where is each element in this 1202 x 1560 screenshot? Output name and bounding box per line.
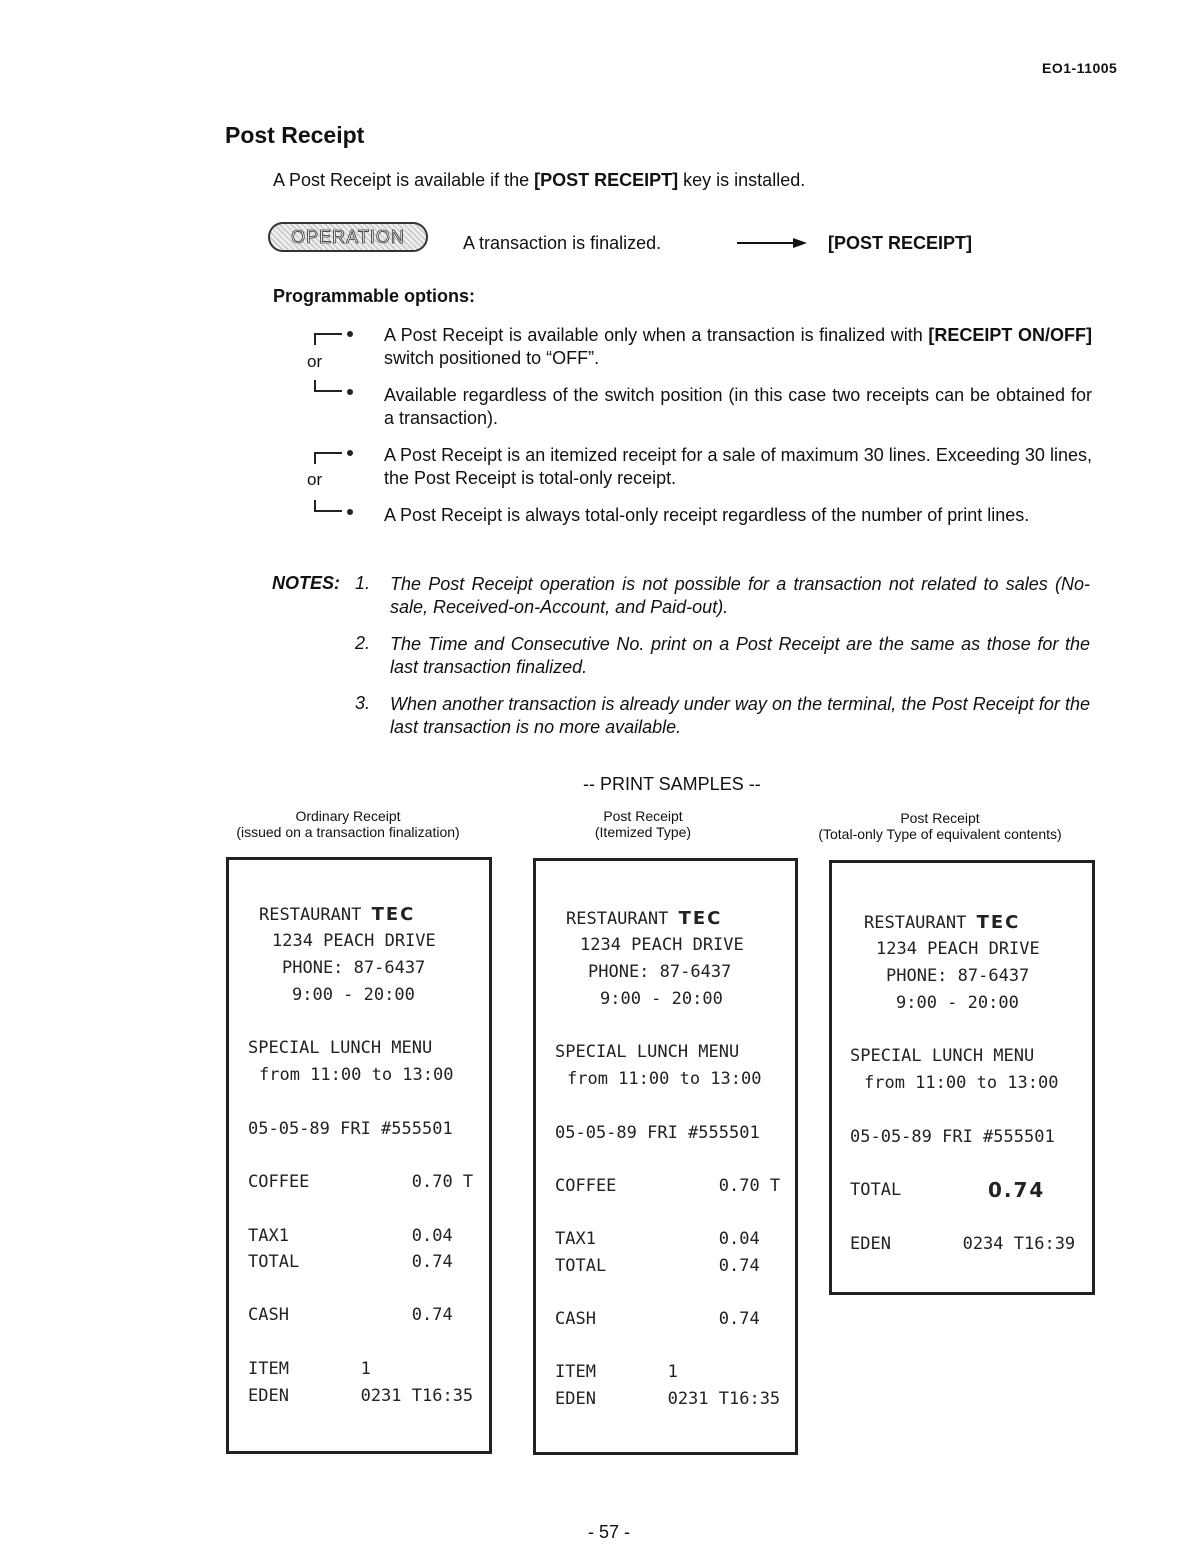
or-label: or (307, 470, 323, 489)
option-group1-item1 (384, 324, 1092, 370)
operation-step: A transaction is finalized. (463, 233, 662, 253)
receipt-date-line: 05-05-89 FRI #555501 (248, 1119, 453, 1139)
receipt-hours: 9:00 - 20:00 (292, 985, 415, 1005)
receipt-address: 1234 PEACH DRIVE (272, 931, 436, 951)
option-group2-item2: A Post Receipt is always total-only receipt regardless of the number of print lines. (384, 505, 1030, 525)
receipt-footer-line: EDEN 0231 T16:35 (555, 1389, 781, 1409)
receipt-promo-time: from 11:00 to 13:00 (864, 1073, 1059, 1093)
receipt-address: 1234 PEACH DRIVE (580, 935, 744, 955)
note-text: The Time and Consecutive No. print on a Post Receipt are the same as those for the last transaction finalized. (390, 634, 1090, 677)
option-text-pre: A Post Receipt is available only when a transaction is finalized with (384, 325, 929, 345)
caption-post-total-only (795, 810, 1085, 842)
note-number: 1. (355, 573, 371, 593)
receipt-hours: 9:00 - 20:00 (896, 993, 1019, 1013)
receipt-phone: PHONE: 87-6437 (588, 962, 732, 982)
note-text: The Post Receipt operation is not possible for a transaction not related to sales (No-sale, Received-on-Account, and Paid-out). (390, 574, 1090, 617)
caption-line: (Total-only Type of equivalent contents) (818, 826, 1062, 842)
bracket-bottom-icon (314, 380, 342, 392)
receipt-tax-line: TAX1 0.04 (248, 1226, 453, 1246)
bullet-icon (347, 450, 353, 456)
caption-line: (issued on a transaction finalization) (236, 824, 460, 840)
receipt-promo-title: SPECIAL LUNCH MENU (850, 1046, 1035, 1066)
receipt-promo-title: SPECIAL LUNCH MENU (248, 1038, 433, 1058)
receipt-promo-title: SPECIAL LUNCH MENU (555, 1042, 740, 1062)
intro-key: [POST RECEIPT] (534, 170, 679, 190)
receipt-item-count: ITEM 1 (555, 1362, 678, 1382)
option-text-post: switch positioned to “OFF”. (384, 348, 600, 368)
receipt-total-value: 0.74 (988, 1178, 1046, 1202)
operation-badge: OPERATION (268, 222, 428, 252)
section-title: Post Receipt (225, 122, 365, 148)
receipt-post-total-only (829, 860, 1095, 1295)
bracket-top-icon (314, 333, 342, 345)
note-text: When another transaction is already under way on the terminal, the Post Receipt for the last transaction is no more available. (390, 694, 1090, 737)
receipt-store-name (259, 904, 415, 925)
option-group2-item1: A Post Receipt is an itemized receipt for a sale of maximum 30 lines. Exceeding 30 lines, the Post Receipt is total-only receipt. (384, 445, 1092, 488)
receipt-item-line: COFFEE 0.70 T (248, 1172, 474, 1192)
receipt-item-count: ITEM 1 (248, 1359, 371, 1379)
receipt-hours: 9:00 - 20:00 (600, 989, 723, 1009)
intro-text-pre: A Post Receipt is available if the (273, 170, 535, 190)
document-id: EO1-11005 (1042, 60, 1118, 76)
arrow-right-icon (737, 233, 807, 253)
receipt-post-itemized (533, 858, 798, 1455)
bracket-top-icon (314, 452, 342, 464)
caption-line: Post Receipt (603, 808, 683, 824)
receipt-tax-line: TAX1 0.04 (555, 1229, 760, 1249)
store-name: RESTAURANT (259, 905, 372, 925)
receipt-footer-line: EDEN 0231 T16:35 (248, 1386, 474, 1406)
receipt-address: 1234 PEACH DRIVE (876, 939, 1040, 959)
receipt-store-name (864, 912, 1020, 933)
receipt-date-line: 05-05-89 FRI #555501 (555, 1123, 760, 1143)
operation-key: [POST RECEIPT] (828, 233, 973, 253)
receipt-date-line: 05-05-89 FRI #555501 (850, 1127, 1055, 1147)
store-name: RESTAURANT (864, 913, 977, 933)
note-number: 2. (355, 633, 371, 653)
page-number: - 57 - (588, 1522, 631, 1542)
receipt-store-name (566, 908, 722, 929)
bullet-icon (347, 509, 353, 515)
print-samples-title: -- PRINT SAMPLES -- (583, 774, 761, 794)
receipt-item-line: COFFEE 0.70 T (555, 1176, 781, 1196)
caption-ordinary-receipt (218, 808, 478, 840)
receipt-total-label: TOTAL (850, 1180, 902, 1200)
receipt-phone: PHONE: 87-6437 (886, 966, 1030, 986)
receipt-footer-line: EDEN 0234 T16:39 (850, 1234, 1076, 1254)
receipt-total-line: TOTAL 0.74 (555, 1256, 760, 1276)
caption-post-itemized (553, 808, 733, 840)
tec-logo: TEC (371, 904, 416, 925)
note-number: 3. (355, 693, 371, 713)
option-key: [RECEIPT ON/OFF] (928, 325, 1092, 345)
bracket-bottom-icon (314, 500, 342, 512)
store-name: RESTAURANT (566, 909, 679, 929)
caption-line: (Itemized Type) (594, 824, 692, 840)
caption-line: Ordinary Receipt (295, 808, 401, 824)
receipt-promo-time: from 11:00 to 13:00 (259, 1065, 454, 1085)
receipt-total-line: TOTAL 0.74 (248, 1252, 453, 1272)
or-label: or (307, 352, 323, 371)
tec-logo: TEC (976, 912, 1021, 933)
receipt-ordinary (226, 857, 492, 1454)
receipt-cash-line: CASH 0.74 (248, 1305, 453, 1325)
notes-label: NOTES: (272, 573, 341, 593)
caption-line: Post Receipt (900, 810, 980, 826)
option-group1-item2: Available regardless of the switch position (in this case two receipts can be obtained for a transaction). (384, 385, 1092, 428)
programmable-options-title: Programmable options: (273, 286, 476, 306)
bullet-icon (347, 389, 353, 395)
intro-paragraph (273, 170, 805, 191)
receipt-cash-line: CASH 0.74 (555, 1309, 760, 1329)
receipt-phone: PHONE: 87-6437 (282, 958, 426, 978)
intro-text-post: key is installed. (678, 170, 806, 190)
receipt-promo-time: from 11:00 to 13:00 (567, 1069, 762, 1089)
bullet-icon (347, 331, 353, 337)
tec-logo: TEC (678, 908, 723, 929)
